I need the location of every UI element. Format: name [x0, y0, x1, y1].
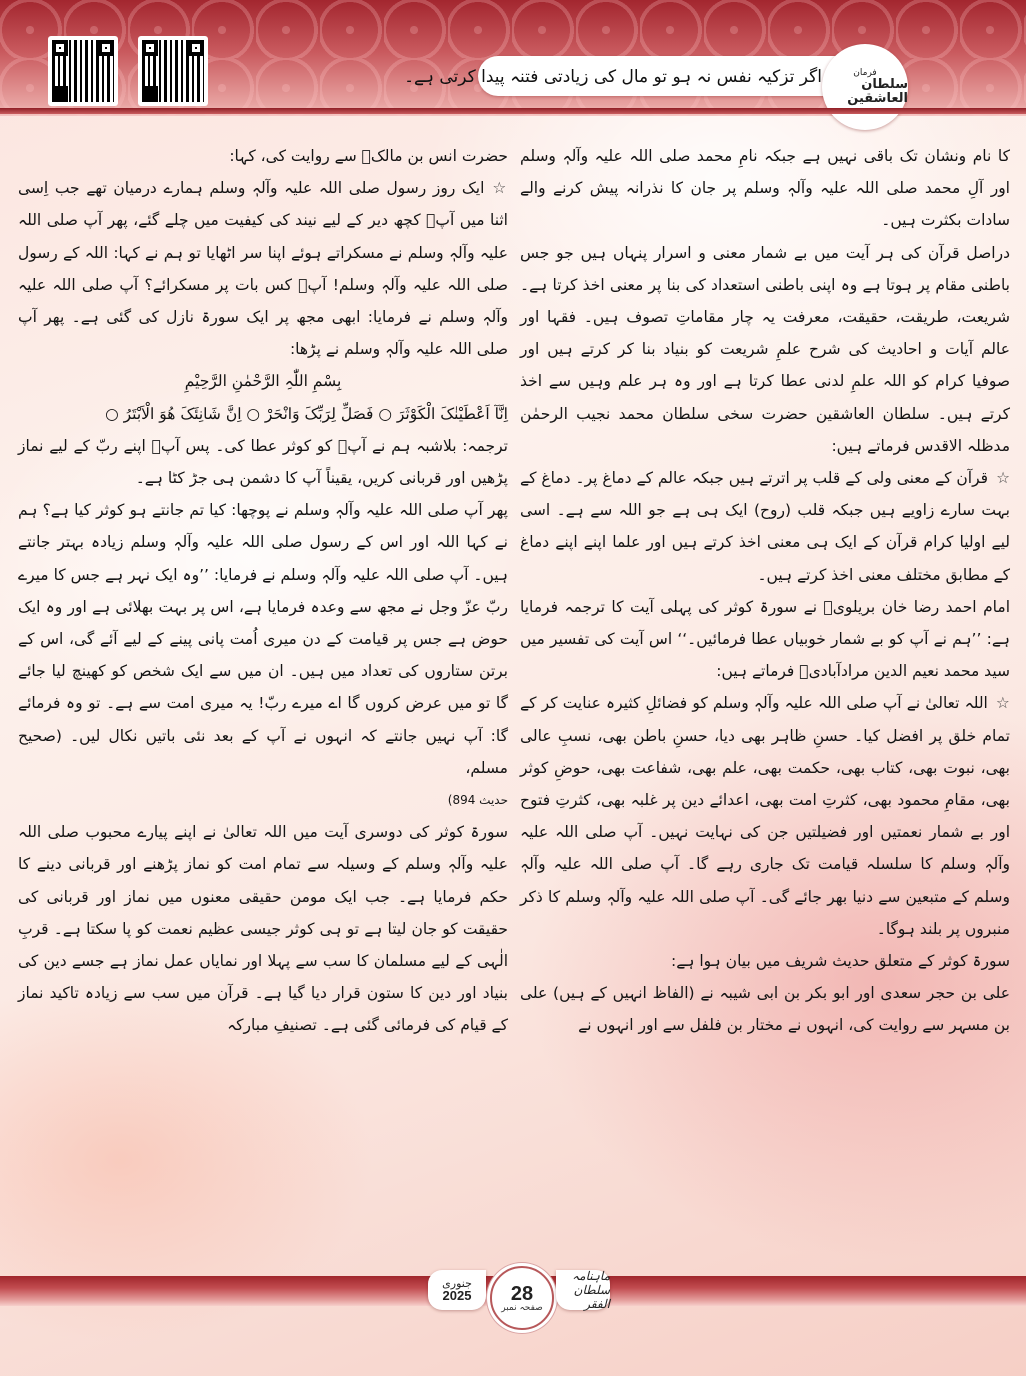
issue-month: جنوری: [442, 1277, 472, 1290]
quran-verse: اِنَّآ اَعْطَیْنٰکَ الْکَوْثَرَ ○ فَصَلِّ لِرَبِّکَ وَانْحَرْ ○ اِنَّ شَانِئَکَ ھُوَ الْاَبْتَرُ ○: [105, 404, 508, 423]
page-label: صفحہ نمبر: [501, 1302, 543, 1313]
qr-code-icon: [138, 36, 208, 106]
header-quote-box: [404, 56, 850, 96]
issue-year: 2025: [442, 1288, 472, 1303]
paragraph: دراصل قرآن کی ہر آیت میں بے شمار معنی و اسرار پنہاں ہیں جو جس باطنی مقام پر ہوتا ہے وہ اپنی باطنی استعداد کی بنا پر معنی اخذ کرتا ہے۔ شریعت، طریقت، حقیقت، معرفت یہ چار مقاماتِ تصوف ہیں۔ فقہا اور عالم آیات و احادیث کی شرح علمِ شریعت کو بنیاد بنا کر کرتے ہیں اور صوفیا کرام کو اللہ علمِ لدنی عطا کرتا ہے اور وہ ہر علم وہیں سے اخذ کرتے ہیں۔ سلطان العاشقین حضرت سخی سلطان محمد نجیب الرحمٰن مدظلہ الاقدس فرماتے ہیں:: [520, 243, 1010, 455]
issue-date: [428, 1270, 486, 1310]
magazine-logo: ماہنامہ سلطان الفقر: [556, 1270, 610, 1310]
badge-line1: فرمان: [853, 67, 877, 78]
paragraph: علی بن حجر سعدی اور ابو بکر بن ابی شیبہ نے (الفاظ انہیں کے ہیں) علی بن مسہر سے روایت کی، انہوں نے مختار بن فلفل سے اور انہوں نے: [520, 984, 1010, 1035]
hadith-narration: ☆ایک روز رسول صلی اللہ علیہ وآلہٖ وسلم ہمارے درمیان تھے جب اِسی اثنا میں آپؐ کچھ دیر کے لیے نیند کی کیفیت میں چلے گئے، پھر آپ صلی اللہ علیہ وآلہٖ وسلم نے مسکراتے ہوئے اپنا سر اٹھایا تو ہم نے کہا: اللہ کے رسول صلی اللہ علیہ وآلہٖ وسلم! آپؐ کس بات پر مسکرائے؟ آپ صلی اللہ علیہ وآلہٖ وسلم نے فرمایا: ابھی مجھ پر ایک سورۃ نازل کی گئی ہے۔ پھر آپ صلی اللہ علیہ وآلہٖ وسلم نے پڑھا:: [18, 179, 508, 359]
hadith-reference: حدیث 894): [447, 793, 508, 808]
left-column: [18, 140, 508, 1042]
translation: ترجمہ: بلاشبہ ہم نے آپؐ کو کوثر عطا کی۔ پس آپؐ اپنے ربّ کے لیے نماز پڑھیں اور قربانی کریں، یقیناً آپ کا دشمن ہی جڑ کٹا ہے۔: [18, 436, 508, 488]
paragraph: سورۃ کوثر کی دوسری آیت میں اللہ تعالیٰ نے اپنے پیارے محبوب صلی اللہ علیہ وآلہٖ وسلم کے وسیلہ سے تمام امت کو نماز پڑھنے اور قربانی دینے کا حکم فرمایا ہے۔ جب ایک مومن حقیقی معنوں میں نماز اور قربانی کی حقیقت کو جان لیتا ہے تو ہی کوثر جیسی عظیم نعمت کو پا سکتا ہے۔ قربِ الٰہی کے لیے مسلمان کا سب سے پہلا اور نمایاں عمل نماز ہے جسے دین کی بنیاد اور دین کا ستون قرار دیا گیا ہے۔ قرآن میں سب سے زیادہ تاکید نماز کے قیام کی فرمائی گئی ہے۔ تصنیفِ مبارکہ: [18, 823, 508, 1035]
qr-code-icon: [48, 36, 118, 106]
badge-line2: سلطان العاشقین: [847, 77, 908, 106]
page-header-banner: [0, 0, 1026, 116]
star-icon: ☆: [995, 694, 1010, 713]
header-divider: [0, 108, 1026, 114]
paragraph: سورۃ کوثر کے متعلق حدیث شریف میں بیان ہوا ہے:: [671, 952, 1010, 971]
paragraph: امام احمد رضا خان بریلویؒ نے سورۃ کوثر کی پہلی آیت کا ترجمہ فرمایا ہے: ’’ہم نے آپ کو بے شمار خوبیاں عطا فرمائیں۔‘‘ اس آیت کی تفسیر میں سید محمد نعیم الدین مرادآبادیؒ فرماتے ہیں:: [520, 597, 1010, 681]
bismillah: بِسْمِ اللّٰہِ الرَّحْمٰنِ الرَّحِیْمِ: [184, 372, 342, 391]
star-icon: ☆: [492, 179, 508, 198]
farman-badge: [822, 44, 908, 130]
quote-paragraph: ☆قرآن کے معنی ولی کے قلب پر اترتے ہیں جبکہ عالم کے دماغ پر۔ دماغ کے بہت سارے زاویے ہیں جبکہ قلب (روح) ایک ہی ہے جو اللہ سے ہے۔ اسی لیے اولیا کرام قرآن کے ایک ہی معنی اخذ کرتے ہیں اور علما اپنے اپنے دماغ کے مطابق مختلف معنی اخذ کرتے ہیں۔: [520, 469, 1010, 584]
header-quote: اگر تزکیہ نفس نہ ہو تو مال کی زیادتی فتنہ پیدا کرتی ہے۔: [404, 66, 822, 87]
page-number-badge: [490, 1266, 554, 1330]
hadith-body: پھر آپ صلی اللہ علیہ وآلہٖ وسلم نے پوچھا: کیا تم جانتے ہو کوثر کیا ہے؟ ہم نے کہا اللہ اور اس کے رسول صلی اللہ علیہ وآلہٖ وسلم زیادہ بہتر جانتے ہیں۔ آپ صلی اللہ علیہ وآلہٖ وسلم نے فرمایا: ’’وہ ایک نہر ہے جس کا میرے ربّ عزّ وجل نے مجھ سے وعدہ فرمایا ہے، اس پر بہت بھلائی ہے اور وہ ایک حوض ہے جس پر قیامت کے دن میری اُمت پانی پینے کے لیے آئے گی، اس کے برتن ستاروں کی تعداد میں ہیں۔ ان میں سے ایک شخص کو کھینچ لیا جائے گا تو میں عرض کروں گا اے میرے ربّ! یہ میری امت سے ہے۔ تو وہ فرمائے گا: آپ نہیں جانتے کہ انہوں نے آپ کے بعد نئی باتیں نکال لیں۔ (صحیح مسلم،: [18, 501, 508, 777]
hadith-intro: حضرت انس بن مالکؓ سے روایت کی، کہا:: [229, 147, 508, 165]
star-icon: ☆: [996, 469, 1010, 488]
right-column: [520, 140, 1010, 1042]
page-number: 28: [510, 1282, 534, 1305]
paragraph: کا نام ونشان تک باقی نہیں ہے جبکہ نامِ محمد صلی اللہ علیہ وآلہٖ وسلم اور آلِ محمد صلی اللہ علیہ وآلہٖ وسلم پر جان کا نذرانہ پیش کرنے والے سادات بکثرت ہیں۔: [520, 147, 1010, 230]
quote-paragraph: ☆اللہ تعالیٰ نے آپ صلی اللہ علیہ وآلہٖ وسلم کو فضائلِ کثیرہ عنایت کر کے تمام خلق پر افضل کیا۔ حسنِ ظاہر بھی دیا، حسنِ باطن بھی، نسبِ عالی بھی، نبوت بھی، کتاب بھی، حکمت بھی، علم بھی، شفاعت بھی، حوضِ کوثر بھی، مقامِ محمود بھی، کثرتِ امت بھی، اعدائے دین پر غلبہ بھی، کثرتِ فتوح اور بے شمار نعمتیں اور فضیلتیں جن کی نہایت نہیں۔ آپ صلی اللہ علیہ وآلہٖ وسلم کا سلسلہ قیامت تک جاری رہے گا۔ آپ صلی اللہ علیہ وآلہٖ وسلم کے متبعین سے دنیا بھر جائے گی۔ آپ صلی اللہ علیہ وآلہٖ وسلم کا ذکر منبروں پر بلند ہوگا۔: [520, 694, 1010, 938]
